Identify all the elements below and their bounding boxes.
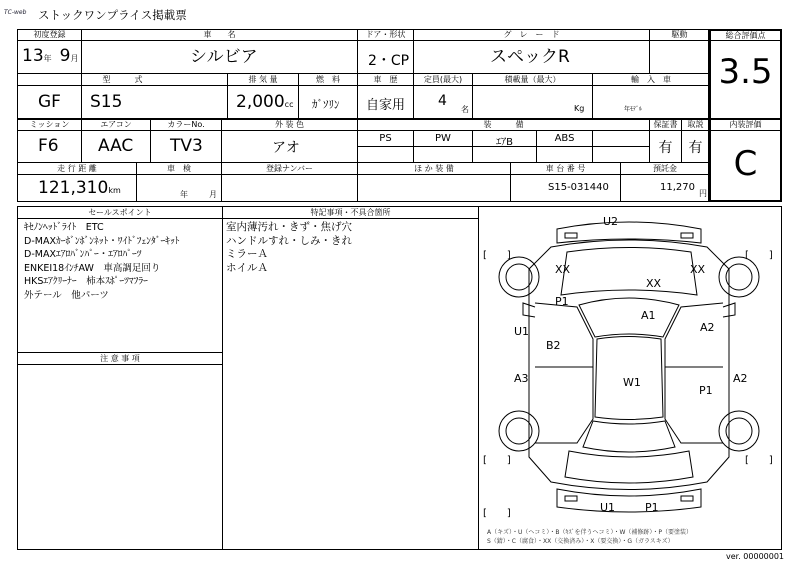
mileage-label: 走 行 距 離	[57, 164, 97, 173]
mark-u2: U2	[603, 215, 619, 228]
other-equipment-label: ほ か 装 備	[414, 164, 454, 173]
mark-xx-fr: XX	[690, 263, 706, 276]
car-name-label: 車 名	[203, 30, 236, 39]
warranty-label: 保証書	[653, 120, 678, 129]
mission-label: ミッション	[29, 120, 70, 129]
remarks-title: 特記事項・不具合箇所	[310, 208, 391, 217]
equip-2: PW	[435, 133, 451, 144]
aircon-label: エアコン	[100, 120, 132, 129]
chassis-no: S15-031440	[548, 182, 609, 193]
color-no-label: カラーNo.	[167, 120, 205, 129]
body-color-label: 外 装 色	[274, 120, 305, 129]
body-color: アオ	[272, 140, 300, 156]
first-reg-value	[22, 46, 78, 66]
fuel: ｶﾞｿﾘﾝ	[312, 98, 340, 111]
interior-score-label: 内装評価	[729, 120, 762, 129]
rear-window	[583, 421, 675, 452]
version: ver. 00000001	[726, 552, 785, 561]
model: S15	[90, 92, 123, 112]
color-no: TV3	[170, 136, 203, 156]
reg-month-unit: 月	[70, 54, 79, 63]
mileage	[38, 178, 121, 198]
manual-label: 取説	[687, 120, 704, 129]
equip-3: ｴｱB	[496, 137, 513, 148]
mark-p1-front: P1	[555, 295, 569, 308]
reg-month: 9	[59, 46, 71, 66]
import-label: 輸 入 車	[631, 75, 671, 84]
chassis-no-label: 車 台 番 号	[545, 164, 586, 173]
insp-month-unit: 月	[209, 190, 217, 199]
mark-p1-right: P1	[699, 384, 713, 397]
list-item: 外テール 他パーツ	[24, 289, 109, 301]
reg-year: 13	[22, 46, 44, 66]
mark-b2: B2	[546, 339, 561, 352]
sales-list	[24, 221, 179, 302]
list-item: ENKEI18ｲﾝﾁAW 車高調足回り	[24, 262, 161, 274]
equipment-label: 装 備	[483, 120, 524, 129]
displacement-value: 2,000	[236, 92, 285, 112]
sales-title: セールスポイント	[88, 208, 152, 217]
logo-text: TC-web	[4, 9, 27, 16]
equip-4: ABS	[554, 133, 575, 144]
remarks-list	[226, 221, 352, 275]
trunk	[565, 451, 693, 483]
aircon: AAC	[98, 136, 134, 156]
bracket: [ ]	[745, 250, 773, 261]
mark-u1-left: U1	[514, 325, 530, 338]
capacity: 4	[438, 93, 447, 109]
list-item: ｷｾﾉﾝﾍｯﾄﾞﾗｲﾄ ETC	[24, 222, 104, 233]
grade: スペックR	[490, 47, 570, 67]
bracket: [ ]	[745, 455, 773, 466]
displacement	[236, 92, 293, 112]
logo	[4, 9, 26, 16]
mark-a3: A3	[514, 372, 529, 385]
manual: 有	[688, 140, 703, 156]
mark-a2-rear: A2	[733, 372, 748, 385]
total-score-label: 総合評価点	[725, 31, 766, 40]
usage: 自家用	[366, 98, 406, 113]
page-title: ストックワンプライス掲載票	[38, 8, 187, 22]
mark-a2-right: A2	[700, 321, 715, 334]
list-item: D-MAXｶｰﾎﾞﾝﾎﾞﾝﾈｯﾄ・ﾜｲﾄﾞﾌｪﾝﾀﾞｰｷｯﾄ	[24, 235, 180, 247]
car-name: シルビア	[190, 47, 258, 67]
list-item: D-MAXｴｱﾛﾊﾞﾝﾊﾟｰ・ｴｱﾛﾊﾟｰﾂ	[24, 249, 142, 260]
mark-xx-hood: XX	[646, 277, 662, 290]
mark-w1: W1	[623, 376, 641, 389]
bracket: [ ]	[483, 508, 511, 519]
capacity-unit: 名	[461, 105, 469, 114]
plate-label: 登録ナンバー	[265, 164, 314, 173]
wheel-front-left	[499, 257, 539, 297]
rear-bumper	[557, 489, 701, 512]
hood	[561, 248, 697, 296]
grade-label: グ レ ー ド	[503, 30, 560, 39]
warranty: 有	[658, 140, 673, 156]
equip-1: PS	[379, 133, 392, 144]
usage-label: 車 歴	[373, 75, 398, 84]
mark-xx-fl: XX	[555, 263, 571, 276]
list-item: ホイルＡ	[226, 261, 268, 274]
year-model: 年ﾓﾃﾞﾙ	[624, 106, 643, 113]
list-item: ミラーＡ	[226, 248, 268, 260]
list-item: 室内薄汚れ・きず・焦げ穴	[226, 221, 352, 233]
cc-unit: cc	[284, 100, 294, 109]
model-prefix: GF	[38, 92, 61, 112]
price-label: 預託金	[653, 164, 677, 173]
wheel-rear-left	[499, 411, 539, 451]
load-label: 積載量（最大）	[504, 75, 561, 84]
wheel-rear-right	[719, 411, 759, 451]
legend-line-1: A（キズ）・U（ヘコミ）・B（ｷｽﾞを伴うヘコミ）・W（補修跡）・P（要塗装）	[487, 529, 693, 536]
interior-score: C	[733, 144, 758, 184]
drive-label: 駆動	[671, 30, 688, 39]
fuel-label: 燃 料	[316, 75, 340, 84]
total-score: 3.5	[718, 52, 773, 92]
mileage-value: 121,310	[38, 178, 109, 198]
door-type-label: ドア・形状	[365, 30, 406, 39]
reg-year-unit: 年	[43, 54, 52, 63]
list-item: HKSｴｱｸﾘｰﾅｰ 柿本ｽﾎﾟｰﾂﾏﾌﾗｰ	[24, 276, 148, 287]
mission: F6	[38, 136, 59, 156]
price: 11,270	[660, 182, 695, 193]
capacity-label: 定員(最大)	[423, 75, 463, 84]
list-item: ハンドルすれ・しみ・きれ	[226, 234, 352, 247]
insp-year-unit: 年	[180, 190, 188, 199]
mark-u1-rear: U1	[600, 501, 616, 514]
info-table	[17, 29, 709, 202]
mark-a1: A1	[641, 309, 656, 322]
door-type: 2・CP	[368, 53, 410, 69]
legend-line-2: S（錆）・C（腐食）・XX（交換済み）・X（要交換）・G（ガラスキズ）	[487, 538, 674, 545]
windshield	[579, 298, 679, 337]
bracket: [ ]	[483, 250, 511, 261]
mark-p1-rear: P1	[645, 501, 659, 514]
load-unit: Kg	[574, 104, 585, 113]
displacement-label: 排 気 量	[248, 75, 278, 84]
mileage-unit: km	[108, 186, 121, 195]
bracket: [ ]	[483, 455, 511, 466]
wheel-front-right	[719, 257, 759, 297]
first-reg-label: 初度登録	[33, 30, 66, 39]
inspection-label: 車 検	[167, 164, 191, 173]
price-unit: 円	[699, 189, 707, 198]
notes-title: 注 意 事 項	[100, 354, 140, 363]
model-label: 型 式	[102, 75, 143, 84]
